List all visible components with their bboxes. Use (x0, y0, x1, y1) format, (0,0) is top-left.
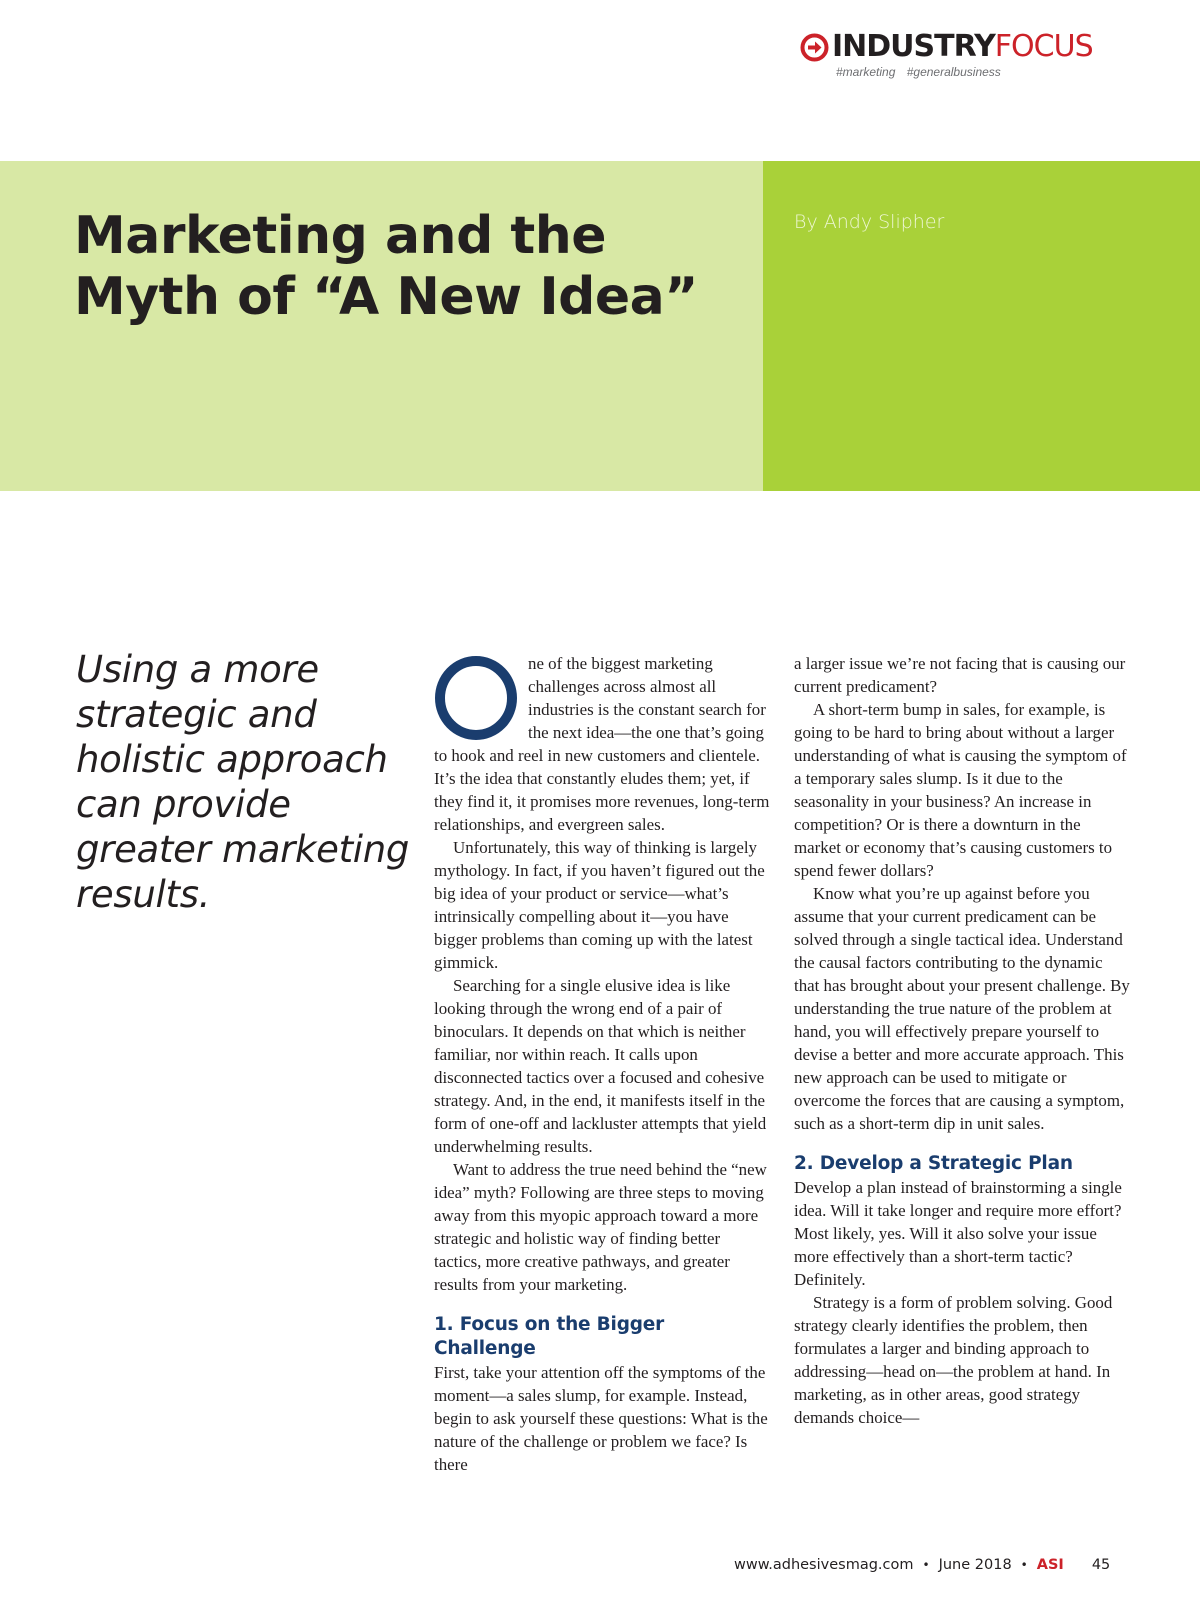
paragraph: Want to address the true need behind the “new idea” myth? Following are three steps to moving away from this myopic approach toward a more strategic and holistic way of finding better tactics, more creative pathways, and greater results from your marketing. (434, 1160, 767, 1294)
paragraph: ne of the biggest marketing challenges across almost all industries is the constant search for the next idea—the one that’s going to hook and reel in new customers and clientele. It’s the idea that constantly eludes them; yet, if they find it, it promises more revenues, long-term relationships, and evergreen sales. (434, 654, 770, 834)
dropcap-o (434, 656, 518, 740)
svg-text:O: O (476, 700, 477, 701)
logo-wordmark (800, 29, 1130, 64)
hashtag-marketing: #marketing (836, 65, 896, 79)
hashtag-generalbusiness: #generalbusiness (906, 65, 1001, 79)
footer-date: June 2018 (938, 1557, 1012, 1573)
paragraph: Searching for a single elusive idea is like looking through the wrong end of a pair of binoculars. It depends on that which is neither familiar, nor within reach. It calls upon disconnected tactics over a focused and cohesive strategy. And, in the end, it manifests itself in the form of one-off and lackluster attempts that yield underwhelming results. (434, 976, 767, 1156)
article-column-2 (794, 652, 1130, 1429)
paragraph: a larger issue we’re not facing that is causing our current predicament? (794, 654, 1126, 696)
footer-brand: ASI (1036, 1557, 1064, 1573)
paragraph: First, take your attention off the symptoms of the moment—a sales slump, for example. Instead, begin to ask yourself these questions: What is the nature of the challenge or problem we face? Is there (434, 1363, 768, 1474)
page-number: 45 (1091, 1557, 1111, 1573)
section-heading-1: 1. Focus on the Bigger Challenge (434, 1314, 665, 1359)
logo-hashtags (836, 65, 1130, 79)
logo-focus-text: FOCUS (994, 29, 1093, 64)
article-byline: By Andy Slipher (794, 211, 945, 233)
footer-url: www.adhesivesmag.com (734, 1557, 914, 1573)
industry-focus-logo (800, 29, 1130, 79)
paragraph: A short-term bump in sales, for example, is going to be hard to bring about without a larger understanding of what is causing the symptom of a temporary sales slump. Is it due to the seasonality in your business? An increase in competition? Or is there a downturn in the market or economy that’s causing customers to spend fewer dollars? (794, 700, 1127, 880)
article-column-1 (434, 652, 770, 1476)
paragraph: Unfortunately, this way of thinking is largely mythology. In fact, if you haven’t figured out the big idea of your product or service—what’s intrinsically compelling about it—you have bigger problems than coming up with the latest gimmick. (434, 838, 765, 972)
logo-industry-text: INDUSTRY (832, 29, 995, 64)
paragraph: Know what you’re up against before you assume that your current predicament can be solved through a single tactical idea. Understand the causal factors contributing to the dynamic that has brought about your present challenge. By understanding the true nature of the problem at hand, you will effectively prepare yourself to devise a better and more accurate approach. This new approach can be used to mitigate or overcome the forces that are causing a symptom, such as a short-term dip in unit sales. (794, 884, 1130, 1133)
right-arrow-circle-icon (800, 33, 829, 62)
paragraph: Strategy is a form of problem solving. Good strategy clearly identifies the problem, then formulates a larger and binding approach to addressing—head on—the problem at hand. In marketing, as in other areas, good strategy demands choice— (794, 1293, 1113, 1427)
pull-quote: Using a more strategic and holistic approach can provide greater marketing results. (76, 648, 410, 916)
article-title: Marketing and the Myth of “A New Idea” (74, 206, 698, 327)
footer-separator: • (922, 1558, 930, 1572)
footer-separator: • (1020, 1558, 1028, 1572)
paragraph: Develop a plan instead of brainstorming a single idea. Will it take longer and require more effort? Most likely, yes. Will it also solve your issue more effectively than a short-term tactic? Definitely. (794, 1178, 1122, 1289)
page-footer (734, 1557, 1134, 1573)
section-heading-2: 2. Develop a Strategic Plan (794, 1153, 1073, 1174)
